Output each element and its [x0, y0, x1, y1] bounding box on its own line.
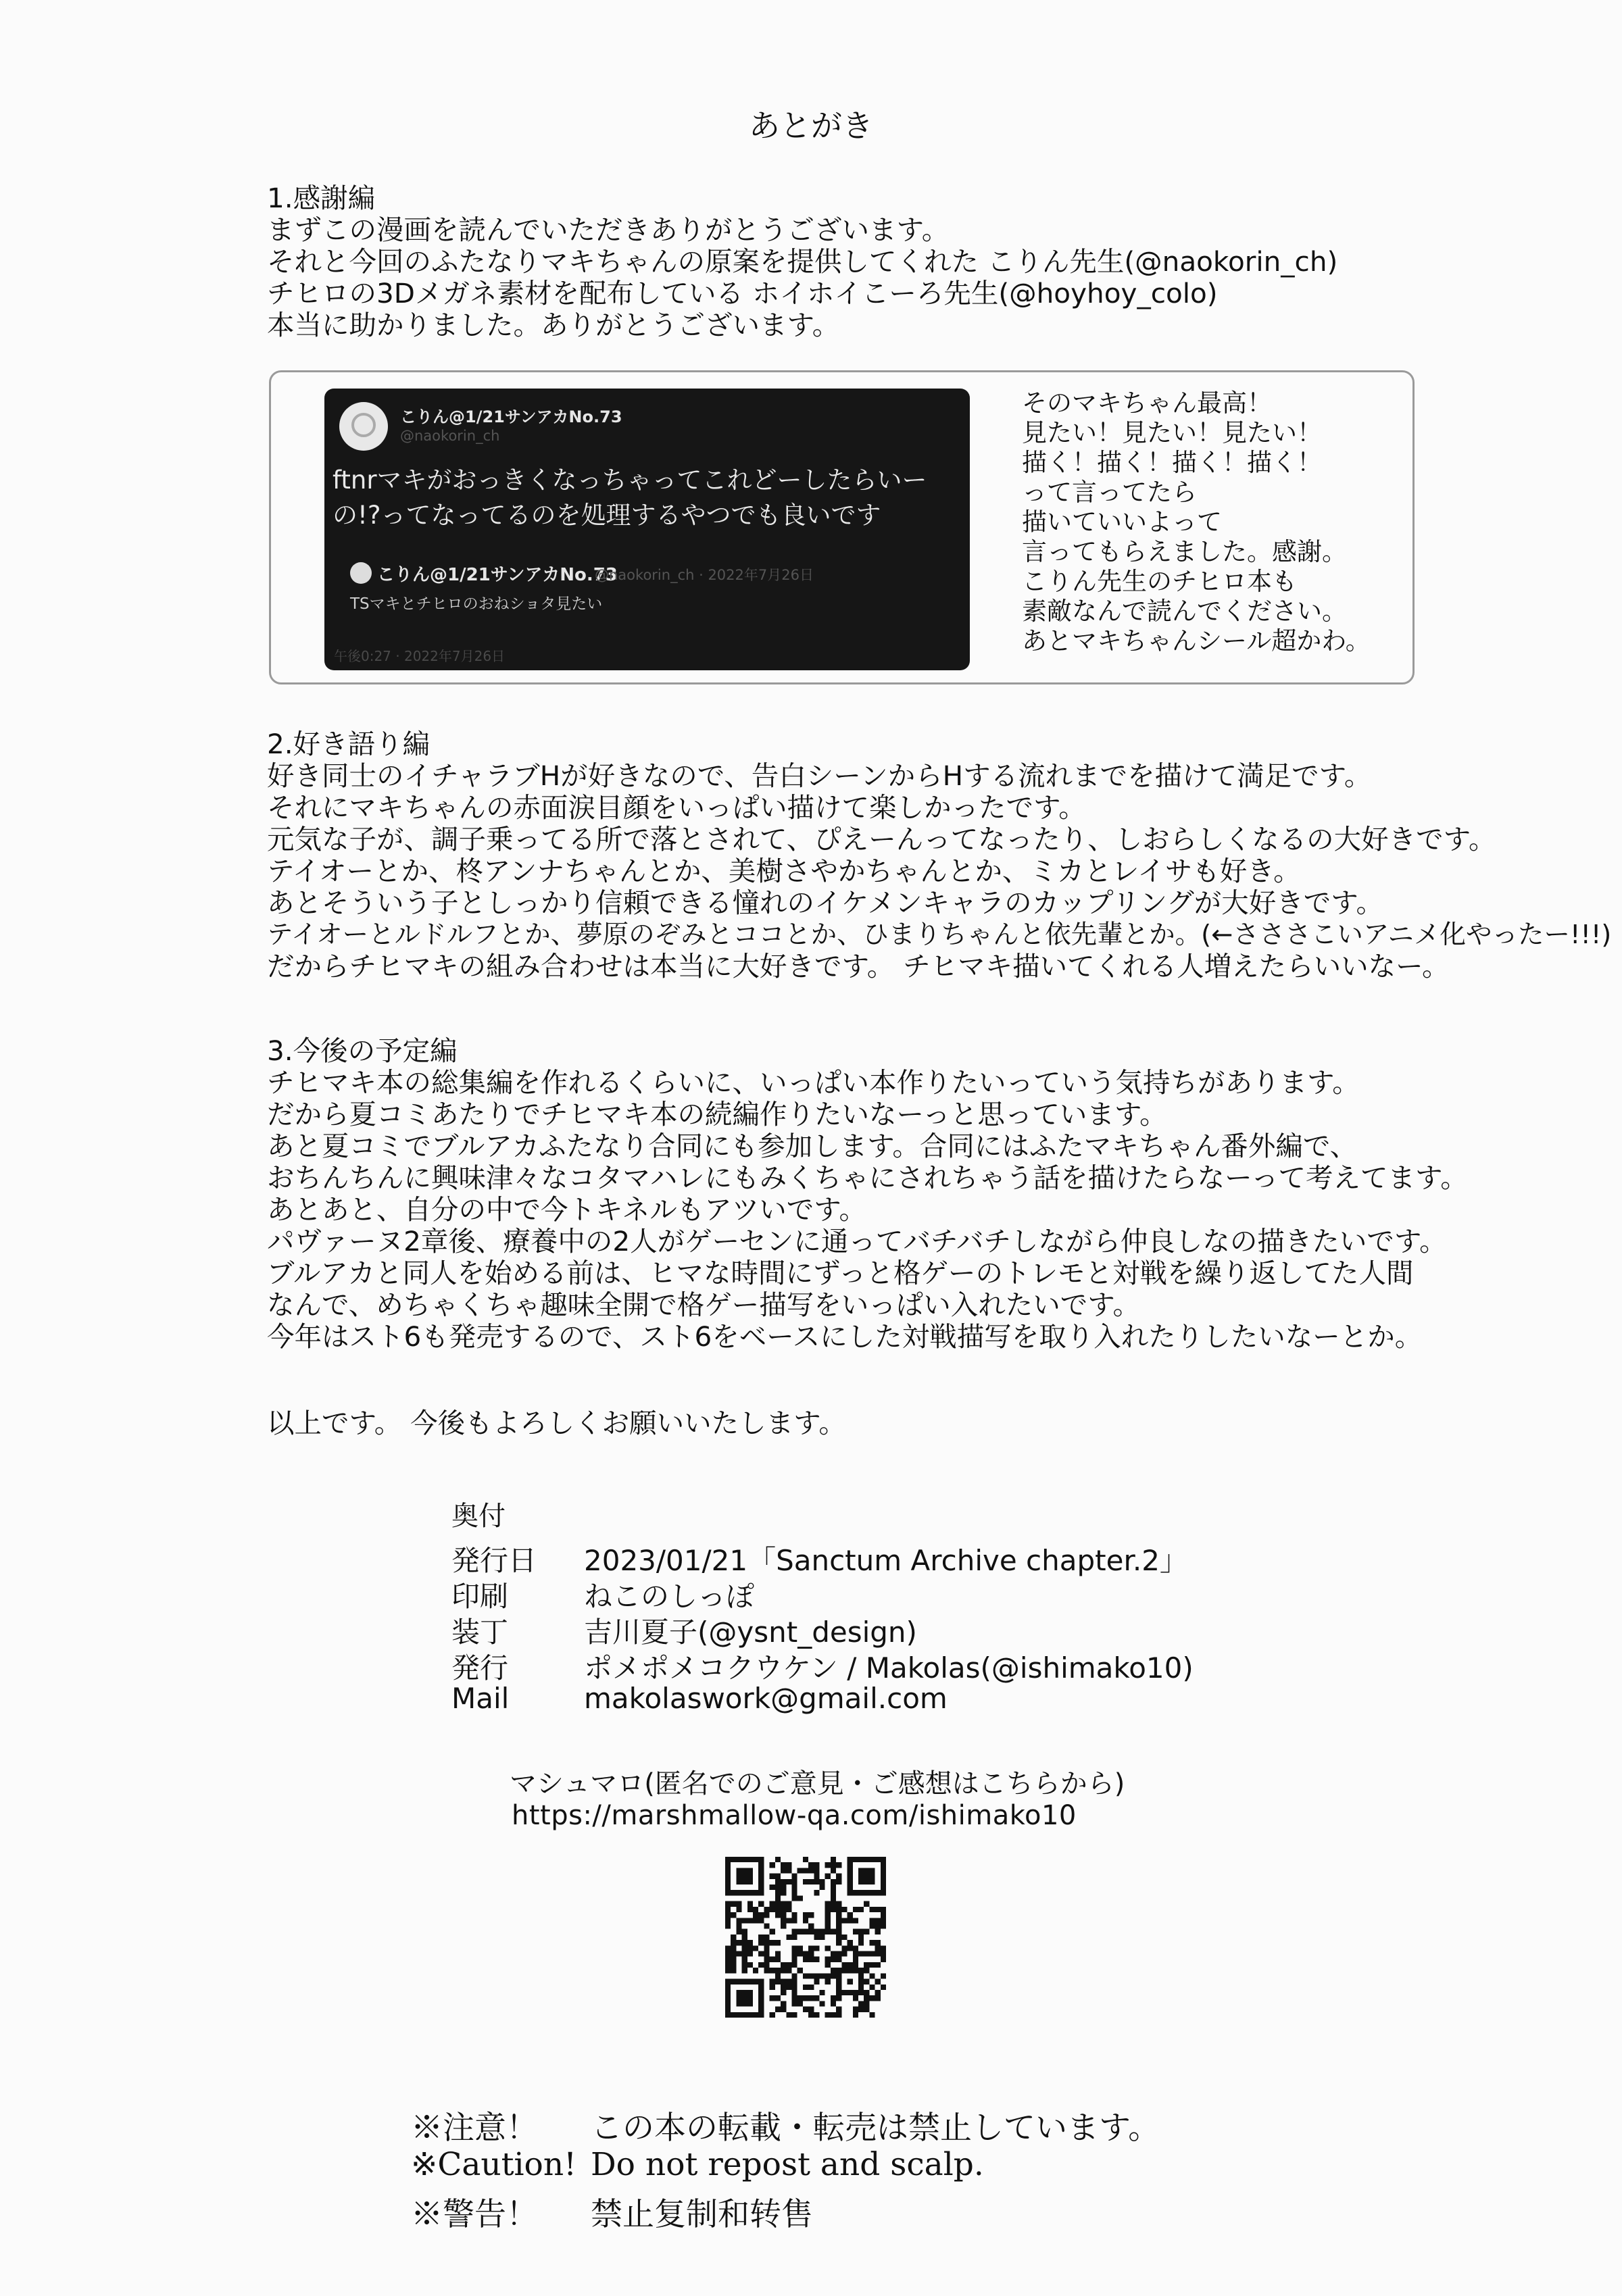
- notice-row: [411, 2103, 1160, 2148]
- colophon-label: Mail: [451, 1682, 510, 1715]
- quote-avatar: [350, 562, 372, 584]
- side-note-line: って言ってたら: [1022, 478, 1197, 507]
- colophon-label: 装丁: [451, 1616, 509, 1649]
- text-line: 本当に助かりました。ありがとうございます。: [267, 309, 840, 341]
- text-line: それにマキちゃんの赤面涙目顔をいっぱい描けて楽しかったです。: [267, 791, 1086, 824]
- section-heading: 2.好き語り編: [267, 728, 431, 760]
- tweet-body: ftnrマキがおっきくなっちゃってこれどーしたらいーの!?ってなってるのを処理するやつでも良いです: [333, 466, 927, 530]
- notice-text: この本の転載・転売は禁止しています。: [591, 2110, 1160, 2147]
- section-heading: 3.今後の予定編: [267, 1034, 458, 1067]
- tweet-author-handle: @naokorin_ch: [400, 428, 500, 444]
- side-note-line: そのマキちゃん最高！: [1022, 389, 1272, 418]
- text-line: それと今回のふたなりマキちゃんの原案を提供してくれた こりん先生(@naokorin_ch): [267, 245, 1338, 278]
- text-line: チヒロの3Dメガネ素材を配布している ホイホイこーろ先生(@hoyhoy_colo): [267, 277, 1218, 309]
- colophon-row: [451, 1574, 754, 1615]
- side-note-line: 見たい！見たい！見たい！: [1022, 418, 1322, 447]
- colophon-value: ポメポメコクウケン / Makolas(@ishimako10): [584, 1651, 1194, 1684]
- notice-row: [411, 2189, 813, 2235]
- colophon-value: ねこのしっぽ: [584, 1580, 755, 1613]
- closing-text: 以上です。 今後もよろしくお願いいたします。: [267, 1407, 846, 1439]
- side-note: [1022, 389, 1371, 656]
- text-line: まずこの漫画を読んでいただきありがとうございます。: [267, 214, 950, 246]
- notice-label: ※警告！: [411, 2196, 538, 2233]
- section-plans: [267, 1035, 1468, 1353]
- tweet-timestamp: 午後0:27 · 2022年7月26日: [334, 648, 506, 664]
- colophon-row: [451, 1646, 1194, 1687]
- colophon-label: 印刷: [451, 1580, 509, 1613]
- notice-row: [411, 2146, 984, 2183]
- colophon-value: 2023/01/21「Sanctum Archive chapter.2」: [584, 1544, 1188, 1577]
- section-thanks: [267, 182, 1337, 341]
- quoted-tweet-meta: @naokorin_ch · 2022年7月26日: [595, 567, 814, 583]
- colophon-value: 吉川夏子(@ysnt_design): [584, 1616, 917, 1649]
- text-line: テイオーとか、柊アンナちゃんとか、美樹さやかちゃんとか、ミカとレイサも好き。: [267, 855, 1301, 887]
- notice-text: Do not repost and scalp.: [591, 2146, 984, 2183]
- text-line: だから夏コミあたりでチヒマキ本の続編作りたいなーっと思っています。: [267, 1098, 1167, 1130]
- text-line: 元気な子が、調子乗ってる所で落とされて、ぴえーんってなったり、しおらしくなるの大好きです。: [267, 823, 1496, 855]
- notice-label: ※注意！: [411, 2110, 538, 2147]
- tweet-author-name: こりん@1/21サンアカNo.73: [400, 407, 622, 426]
- tweet-screenshot: [324, 389, 970, 670]
- page-title: あとがき: [749, 107, 873, 144]
- colophon-heading: 奥付: [451, 1501, 506, 1532]
- colophon-row: [451, 1682, 948, 1715]
- notice-label: ※Caution!: [411, 2146, 577, 2183]
- text-line: テイオーとルドルフとか、夢原のぞみとココとか、ひまりちゃんと依先輩とか。(←さささこいアニメ化やったー!!!): [267, 920, 1612, 950]
- text-line: あとあと、自分の中で今トキネルもアツいです。: [267, 1193, 866, 1226]
- text-line: なんで、めちゃくちゃ趣味全開で格ゲー描写をいっぱい入れたいです。: [267, 1289, 1140, 1321]
- text-line: パヴァーヌ2章後、療養中の2人がゲーセンに通ってバチバチしながら仲良しなの描きたいです。: [267, 1225, 1447, 1257]
- quoted-tweet-author: こりん@1/21サンアカNo.73: [377, 565, 618, 585]
- section-heading: 1.感謝編: [267, 182, 376, 214]
- text-line: 今年はスト6も発売するので、スト6をベースにした対戦描写を取り入れたりしたいなーとか。: [267, 1320, 1423, 1353]
- side-note-line: 描く！描く！描く！描く！: [1022, 448, 1322, 477]
- marshmallow-url: https://marshmallow-qa.com/ishimako10: [512, 1800, 1077, 1831]
- side-note-line: 言ってもらえました。感謝。: [1022, 537, 1347, 566]
- text-line: ブルアカと同人を始める前は、ヒマな時間にずっと格ゲーのトレモと対戦を繰り返してた人間: [267, 1257, 1414, 1289]
- side-note-line: こりん先生のチヒロ本も: [1022, 567, 1297, 596]
- qr-code: [725, 1857, 886, 2018]
- side-note-line: あとマキちゃんシール超かわ。: [1022, 626, 1371, 655]
- avatar: [339, 402, 388, 451]
- text-line: おちんちんに興味津々なコタマハレにもみくちゃにされちゃう話を描けたらなーって考えてます。: [267, 1162, 1468, 1194]
- section-favorites: [267, 728, 1611, 982]
- text-line: 好き同士のイチャラブHが好きなので、告白シーンからHする流れまでを描けて満足です。: [267, 759, 1372, 792]
- colophon-label: 発行日: [451, 1544, 537, 1577]
- text-line: だからチヒマキの組み合わせは本当に大好きです。 チヒマキ描いてくれる人増えたらいいなー。: [267, 950, 1450, 982]
- closing-line: [267, 1407, 846, 1439]
- notice-text: 禁止复制和转售: [591, 2196, 813, 2233]
- quoted-tweet-body: TSマキとチヒロのおねショタ見たい: [350, 595, 603, 613]
- marshmallow-title: マシュマロ(匿名でのご意見・ご感想はこちらから): [510, 1768, 1125, 1799]
- text-line: あとそういう子としっかり信頼できる憧れのイケメンキャラのカップリングが大好きです。: [267, 887, 1383, 919]
- colophon-email: makolaswork@gmail.com: [584, 1682, 948, 1715]
- side-note-line: 素敵なんで読んでください。: [1022, 597, 1347, 626]
- colophon-row: [451, 1539, 1188, 1579]
- text-line: チヒマキ本の総集編を作れるくらいに、いっぱい本作りたいっていう気持ちがあります。: [267, 1066, 1360, 1099]
- side-note-line: 描いていいよって: [1022, 507, 1222, 536]
- text-line: あと夏コミでブルアカふたなり合同にも参加します。合同にはふたマキちゃん番外編で、: [267, 1130, 1358, 1162]
- colophon-row: [451, 1610, 917, 1651]
- colophon-label: 発行: [451, 1651, 509, 1684]
